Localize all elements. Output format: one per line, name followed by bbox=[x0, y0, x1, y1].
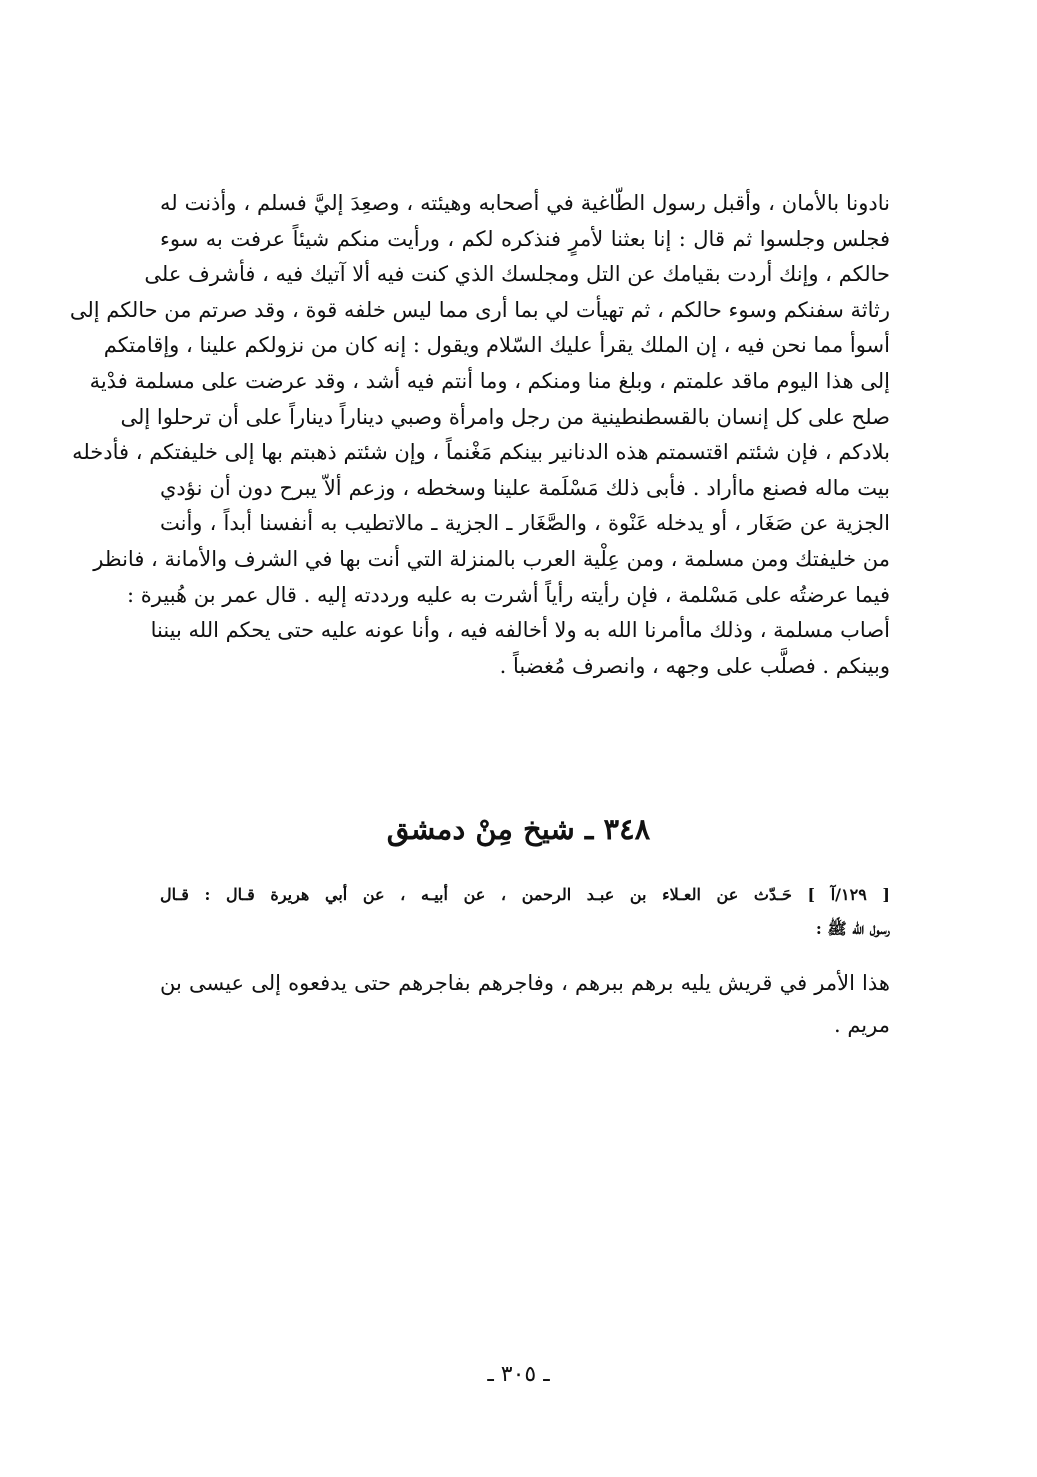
paragraph-line: بلادكم ، فإن شئتم اقتسمتم هذه الدنانير بينكم مَغْنماً ، وإن شئتم ذهبتم بها إلى خليفتكم ، فأدخله bbox=[72, 440, 890, 465]
narrative-paragraph bbox=[69, 186, 890, 684]
paragraph-line: حالكم ، وإنك أردت بقيامك عن التل ومجلسك الذي كنت فيه ألا آتيك فيه ، فأشرف على bbox=[144, 262, 890, 287]
paragraph-line: نادونا بالأمان ، وأقبل رسول الطّاغية في أصحابه وهيئته ، وصعِدَ إليَّ فسلم ، وأذنت له bbox=[160, 191, 890, 215]
hadith-line: مريم . bbox=[833, 1013, 890, 1037]
section-title: ٣٤٨ ـ شيخ مِنْ دمشق bbox=[386, 812, 651, 846]
isnad-line: [ ١٢٩/آ ] حَـدّث عن العـلاء بن عبـد الرحمن ، عن أبيـه ، عن أبي هريرة قـال : قـال bbox=[160, 885, 891, 904]
paragraph-line: الجزية عن صَغَار ، أو يدخله عَنْوة ، والصَّغَار ـ الجزية ـ مالاتطيب به أنفسنا أبداً ، وأنت bbox=[160, 511, 890, 536]
hadith-text bbox=[160, 962, 890, 1046]
paragraph-line: إلى هذا اليوم ماقد علمتم ، وبلغ منا ومنكم ، وما أنتم فيه أشد ، وقد عرضت على مسلمة فدْية bbox=[89, 368, 890, 393]
paragraph-line: أصاب مسلمة ، وذلك ماأمرنا الله به ولا أخالفه فيه ، وأنا عونه عليه حتى يحكم الله بيننا bbox=[150, 618, 890, 643]
paragraph-line: أسوأ مما نحن فيه ، إن الملك يقرأ عليك السّلام ويقول : إنه كان من نزولكم علينا ، وإقامتكم bbox=[103, 333, 890, 358]
isnad-block bbox=[160, 878, 890, 946]
paragraph-line: فجلس وجلسوا ثم قال : إنا بعثنا لأمرٍ فنذكره لكم ، ورأيت منكم شيئاً عرفت به سوء bbox=[160, 226, 890, 251]
paragraph-line: وبينكم . فصلَّب على وجهه ، وانصرف مُغضباً . bbox=[499, 653, 890, 678]
isnad-line: رسول الله ﷺ : bbox=[815, 919, 890, 938]
paragraph-line: صلح على كل إنسان بالقسطنطينية من رجل وامرأة وصبي ديناراً ديناراً على أن ترحلوا إلى bbox=[120, 404, 890, 429]
hadith-line: هذا الأمر في قريش يليه برهم ببرهم ، وفاجرهم بفاجرهم حتى يدفعوه إلى عيسى بن bbox=[160, 971, 890, 995]
paragraph-line: من خليفتك ومن مسلمة ، ومن عِلْية العرب بالمنزلة التي أنت بها في الشرف والأمانة ، فانظر bbox=[93, 546, 890, 571]
paragraph-line: فيما عرضتُه على مَسْلمة ، فإن رأيته رأياً أشرت به عليه ورددته إليه . قال عمر بن هُبيرة : bbox=[127, 582, 890, 607]
paragraph-line: رثاثة سفنكم وسوء حالكم ، ثم تهيأت لي بما أرى مما ليس خلفه قوة ، وقد صرتم من حالكم إلى bbox=[69, 297, 890, 322]
paragraph-line: بيت ماله فصنع ماأراد . فأبى ذلك مَسْلَمة علينا وسخطه ، وزعم ألاّ يبرح دون أن نؤدي bbox=[160, 475, 890, 500]
page-number: ـ ٣٠٥ ـ bbox=[487, 1362, 550, 1387]
